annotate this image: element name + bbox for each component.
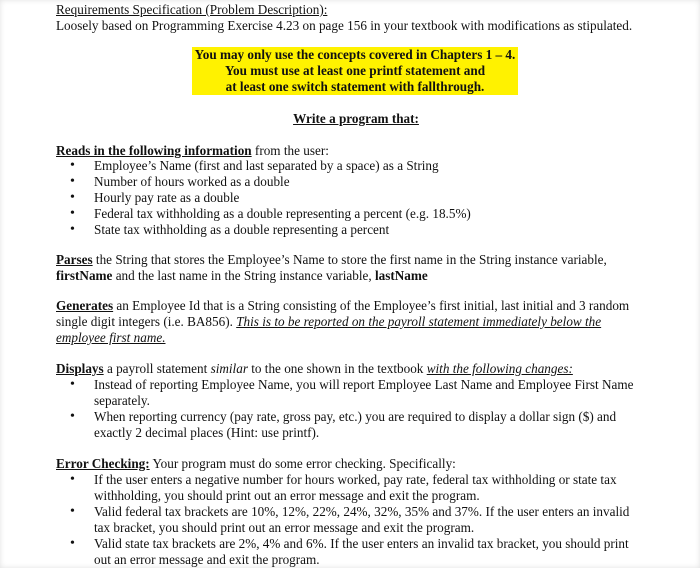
list-item-cont: separately. [94,393,150,408]
displays-text: to the one shown in the textbook [247,361,427,376]
displays-label: Displays [56,361,104,376]
last-name-var: lastName [374,268,428,283]
bullet-icon: • [70,222,75,237]
list-item-cont: exactly 2 decimal places (Hint: use printf). [94,425,320,440]
reads-intro [56,143,329,159]
list-item: Employee’s Name (first and last separated by a space) as a String [94,158,439,173]
bullet-icon: • [70,377,75,392]
section-heading: Requirements Specification (Problem Description): [56,2,328,17]
list-item: State tax withholding as a double representing a percent [94,222,390,237]
generates-note: This is to be reported on the payroll statement immediately below the [236,314,602,329]
generates-text: single digit integers (i.e. BA856). [56,314,237,329]
list-item: Valid state tax brackets are 2%, 4% and 6%. If the user enters an invalid tax bracket, you should print [94,536,629,551]
parses-label: Parses [56,252,93,267]
displays-changes: with the following changes: [426,361,573,376]
list-item: Number of hours worked as a double [94,174,290,189]
bullet-icon: • [70,190,75,205]
errors-line-1 [56,456,456,472]
highlight-callout [192,47,518,95]
write-program-title: Write a program that: [293,111,419,126]
list-item: Instead of reporting Employee Name, you will report Employee Last Name and Employee First Name [94,377,634,392]
bullet-icon: • [70,536,75,551]
list-item: Hourly pay rate as a double [94,190,240,205]
parses-text: and the last name in the String instance variable, [112,268,375,283]
intro-text: Loosely based on Programming Exercise 4.23 on page 156 in your textbook with modifications as stipulated. [56,18,633,33]
generates-note-end: employee first name. [56,330,166,345]
first-name-var: firstName [56,268,113,283]
parses-text: the String that stores the Employee’s Name to store the first name in the String instance variable, [92,252,607,267]
generates-label: Generates [56,298,114,313]
generates-line-1 [56,298,629,314]
bullet-icon: • [70,409,75,424]
bullet-icon: • [70,504,75,519]
displays-text: a payroll statement [103,361,211,376]
errors-label: Error Checking: [56,456,150,471]
bullet-icon: • [70,174,75,189]
generates-line-2 [56,314,601,330]
parses-line-1 [56,252,607,268]
list-item: Federal tax withholding as a double representing a percent (e.g. 18.5%) [94,206,471,221]
parses-line-2 [56,268,428,284]
list-item: Valid federal tax brackets are 10%, 12%, 22%, 24%, 32%, 35% and 37%. If the user enters an invalid [94,504,630,519]
generates-text: an Employee Id that is a String consisting of the Employee’s first initial, last initial and 3 random [113,298,630,313]
callout-line-1: You may only use the concepts covered in Chapters 1 – 4. [194,47,516,62]
reads-label: Reads in the following information [56,143,252,158]
callout-line-2: You must use at least one printf statement and [224,63,486,78]
list-item-cont: withholding, you should print out an error message and exit the program. [94,488,480,503]
callout-line-3: at least one switch statement with fallthrough. [225,79,485,94]
list-item: When reporting currency (pay rate, gross pay, etc.) you are required to display a dollar sign ($) and [94,409,617,424]
list-item-cont: out an error message and exit the program. [94,552,320,567]
list-item: If the user enters a negative number for hours worked, pay rate, federal tax withholding or state tax [94,472,617,487]
displays-similar: similar [210,361,248,376]
bullet-icon: • [70,472,75,487]
bullet-icon: • [70,158,75,173]
list-item-cont: tax bracket, you should print out an error message and exit the program. [94,520,475,535]
reads-tail: from the user: [251,143,329,158]
displays-line-1 [56,361,573,377]
errors-text: Your program must do some error checking. Specifically: [149,456,456,471]
bullet-icon: • [70,206,75,221]
